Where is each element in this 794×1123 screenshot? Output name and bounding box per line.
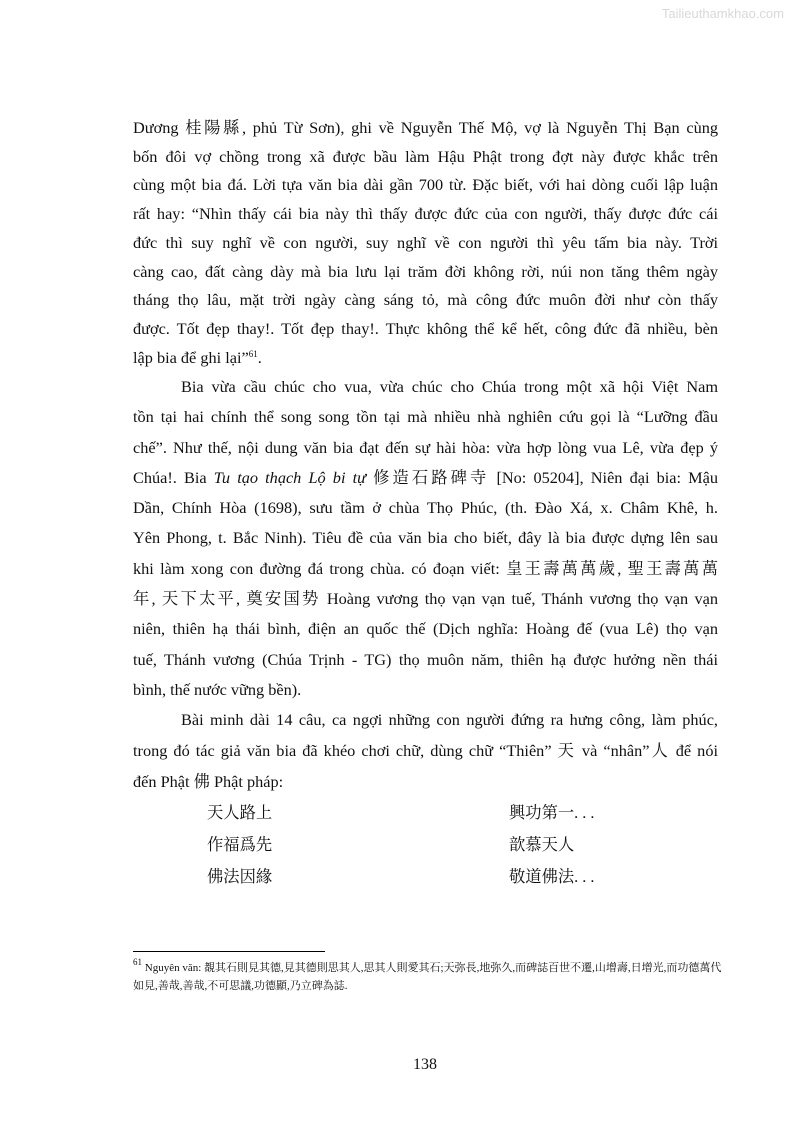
text-line: cùng một bia đá. Lời tựa văn bia dài gần 700 từ. Đặc biết, với hai dòng cuối lập luận [133,175,718,195]
footnote-number: 61 [133,957,142,967]
text-line: 年, 天下太平, 奠安国势 Hoàng vương thọ vạn vạn tuế, Thánh vương thọ vạn vạn [133,589,718,609]
poem-left-column [207,797,272,893]
text-line: chế”. Như thế, nội dung văn bia đạt đến sự hài hòa: vừa hợp lòng vua Lê, vừa đẹp ý [133,437,718,457]
poem-right-column [509,797,594,893]
text-line: bình, thế nước vững bền). [133,679,302,699]
footnote [133,959,723,995]
text-line: càng cao, đất càng dày mà bia lưu lại trăm đời không rời, núi non tăng thêm ngày [133,261,718,281]
poem-line: 敬道佛法. . . [509,867,595,886]
text-line: tháng thọ lâu, mặt trời ngày càng sáng tỏ, mà công đức muôn đời như còn thấy [133,290,718,310]
paragraph-2 [133,372,718,705]
paragraph-3 [133,704,718,797]
text-line: khi làm xong con đường đá trong chùa. có đoạn viết: 皇王壽萬萬歲, 聖王壽萬萬 [133,558,718,578]
text-line: tuế, Thánh vương (Chúa Trịnh - TG) thọ muôn năm, thiên hạ được hưởng nền thái [133,649,718,669]
text-line: Bài minh dài 14 câu, ca ngợi những con người đứng ra hưng công, làm phúc, [181,710,718,729]
text-line: niên, thiên hạ thái bình, điện an quốc thế (Dịch nghĩa: Hoàng đế (vua Lê) thọ vạn [133,619,718,639]
text-line: Dương 桂陽縣, phủ Từ Sơn), ghi về Nguyễn Thế Mộ, vợ là Nguyễn Thị Bạn cùng [133,118,718,137]
watermark: Tailieuthamkhao.com [661,6,784,21]
text-segment: Chúa!. Bia [133,467,214,487]
text-line: đức thì suy nghĩ về con người, suy nghĩ về con người thì yêu tấm bia này. Trời [133,232,718,252]
text-line: Yên Phong, t. Bắc Ninh). Tiêu đề của văn bia cho biết, đây là bia được dựng lên sau [133,528,718,548]
text-line: Dần, Chính Hòa (1698), sưu tầm ở chùa Thọ Phúc, (th. Đào Xá, x. Châm Khê, h. [133,498,718,518]
page-number: 138 [413,1056,437,1073]
footnote-reference[interactable]: 61 [248,348,258,359]
text-line: Bia vừa cầu chúc cho vua, vừa chúc cho Chúa trong một xã hội Việt Nam [181,377,718,396]
footnote-separator [133,951,325,952]
text-line: rất hay: “Nhìn thấy cái bia này thì thấy được đức của con người, thấy được đức cái [133,204,718,224]
text-line: trong đó tác giả văn bia đã khéo chơi chữ, dùng chữ “Thiên” 天 và “nhân”人 để nói [133,741,718,760]
paragraph-1 [133,114,718,372]
poem-line: 佛法因緣 [207,867,273,886]
text-line: lập bia để ghi lại”$^{61}$. [133,347,262,367]
text-line: tồn tại hai chính thể song song tồn tại mà nhiều nhà nghiên cứu gọi là “Lưỡng đầu [133,407,718,427]
poem-line: 作福爲先 [207,835,273,854]
stele-title-italic: Tu tạo thạch Lộ bi tự [213,467,367,487]
text-line [133,463,718,493]
poem-line: 興功第一. . . [509,803,595,822]
footnote-text: Nguyên văn: 覩其石則見其德,見其德則思其人,思其人則愛其石;天弥長,地弥久,而碑誌百世不遷,山增壽,日增光,而功德萬代如見,善哉,善哉,不可思議,功德顯,乃立碑為誌. [133,962,722,992]
poem-line: 天人路上 [207,803,273,822]
poem-line: 歆慕天人 [509,835,575,854]
text-segment: 修造石路碑寺 [No: 05204], Niên đại bia: Mậu [366,467,719,487]
text-line: đến Phật 佛 Phật pháp: [133,772,284,791]
text-segment: lập bia để ghi lại” [133,347,249,367]
text-line: được. Tốt đẹp thay!. Tốt đẹp thay!. Thực không thể kể hết, công đức đã nhiều, bèn [133,318,718,338]
text-line: bốn đôi vợ chồng trong xã được bầu làm Hậu Phật trong đợt này được khắc trên [133,146,718,166]
